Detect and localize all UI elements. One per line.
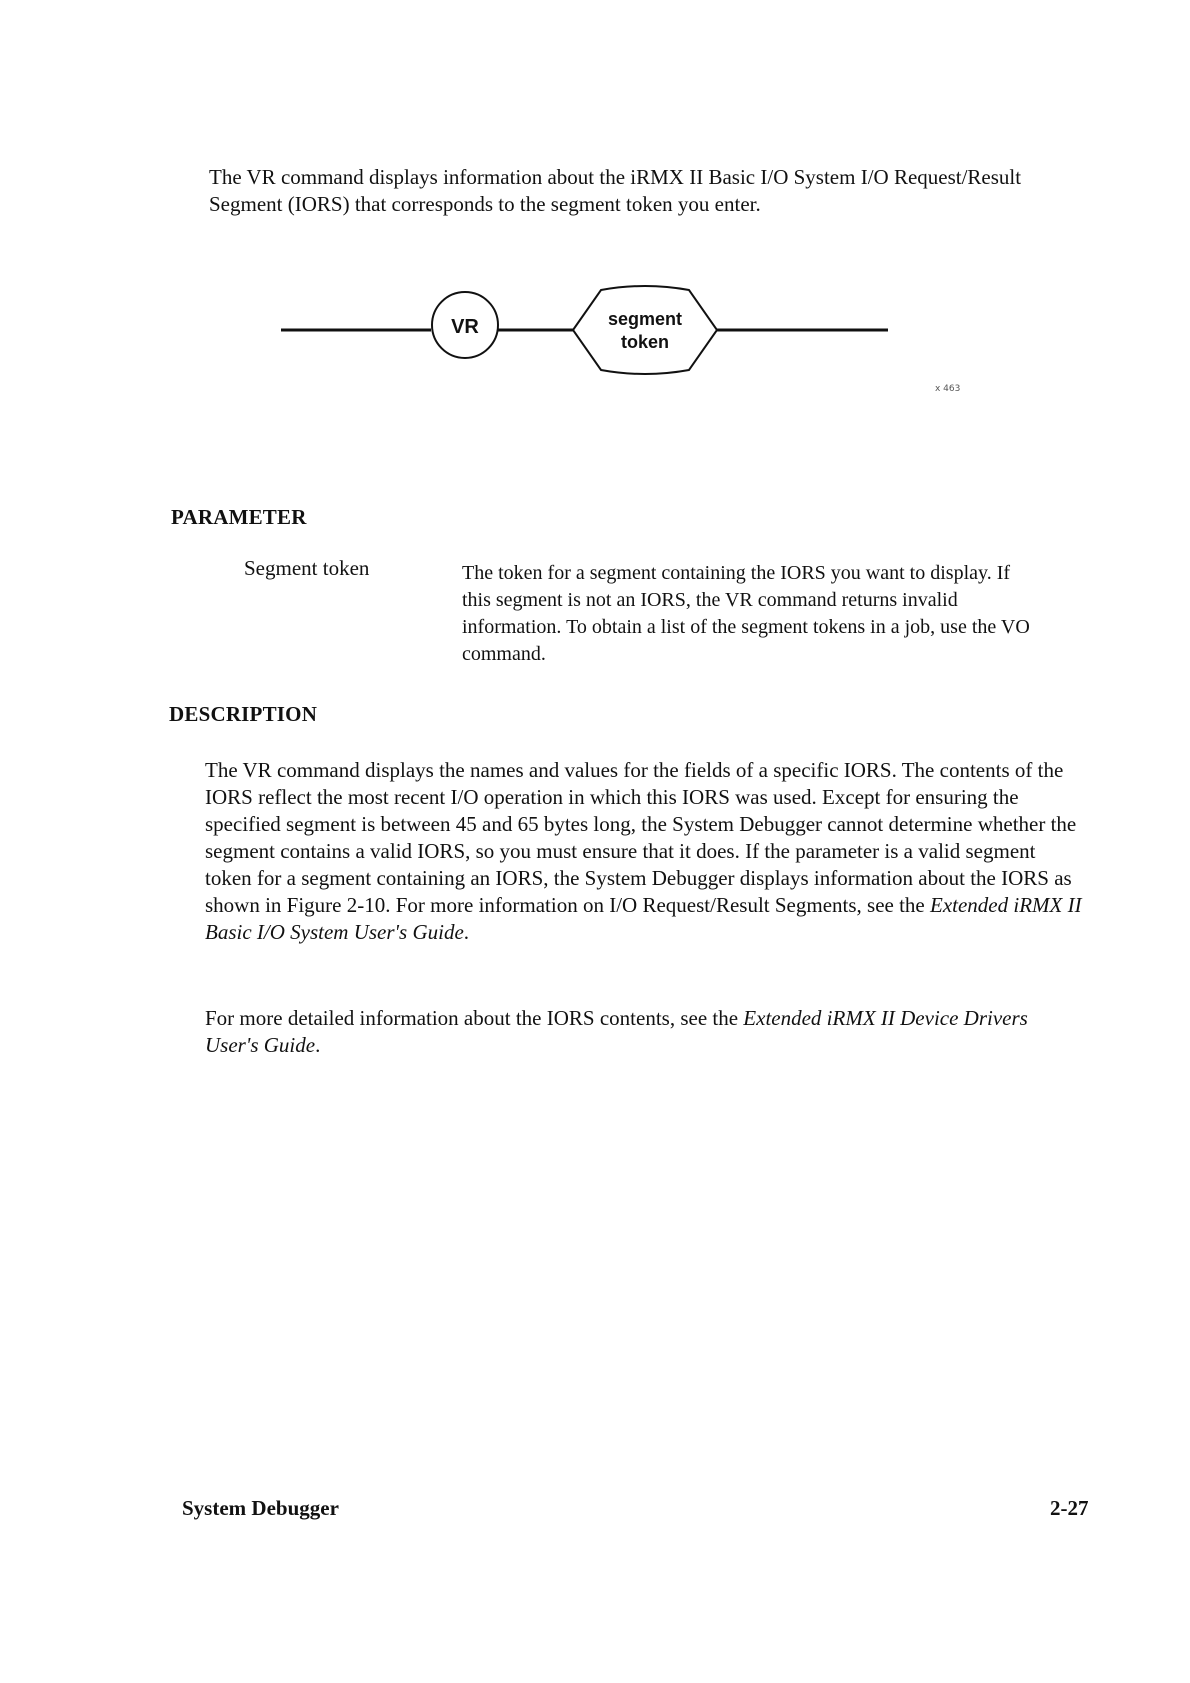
- description-paragraph-1: [205, 757, 1085, 946]
- intro-paragraph: The VR command displays information about the iRMX II Basic I/O System I/O Request/Result Segment (IORS) that corresponds to the segment token you enter.: [209, 165, 1022, 216]
- description-p1-text: The VR command displays the names and values for the fields of a specific IORS. The contents of the IORS reflect the most recent I/O operation in which this IORS was used. Except for ensuring the specified segment is between 45 and 65 bytes long, the System Debugger cannot determine whether the segment contains a valid IORS, so you must ensure that it does. If the parameter is a valid segment token for a segment containing an IORS, the System Debugger displays information about the IORS as shown in Figure 2-10. For more information on I/O Request/Result Segments, see the: [205, 758, 1077, 917]
- segment-token-label-line1: segment: [607, 309, 683, 329]
- description-p2-end: .: [315, 1033, 321, 1057]
- footer-manual-title: System Debugger: [182, 1496, 339, 1520]
- segment-token-label-line2: token: [620, 332, 670, 352]
- parameter-heading: PARAMETER: [171, 505, 307, 529]
- segment-token-parameter-shape: [573, 286, 717, 374]
- description-p2-reference: Extended iRMX II Device Drivers User's Guide: [205, 1006, 1028, 1057]
- parameter-name: Segment token: [244, 556, 370, 580]
- description-p1-reference: Extended iRMX II Basic I/O System User's Guide: [205, 893, 1082, 944]
- vr-command-label: VR: [451, 316, 479, 338]
- footer-page-number: 2-27: [1050, 1496, 1089, 1520]
- description-paragraph-2: [205, 1005, 1085, 1059]
- description-p1-end: .: [463, 920, 470, 944]
- parameter-description: The token for a segment containing the IORS you want to display. If this segment is not an IORS, the VR command returns invalid information. To obtain a list of the segment tokens in a job, use the VO command.: [462, 562, 1030, 665]
- syntax-diagram: [275, 280, 895, 390]
- description-p2-text: For more detailed information about the IORS contents, see the: [205, 1006, 744, 1030]
- description-heading: DESCRIPTION: [169, 702, 318, 726]
- figure-number: x 463: [935, 384, 961, 394]
